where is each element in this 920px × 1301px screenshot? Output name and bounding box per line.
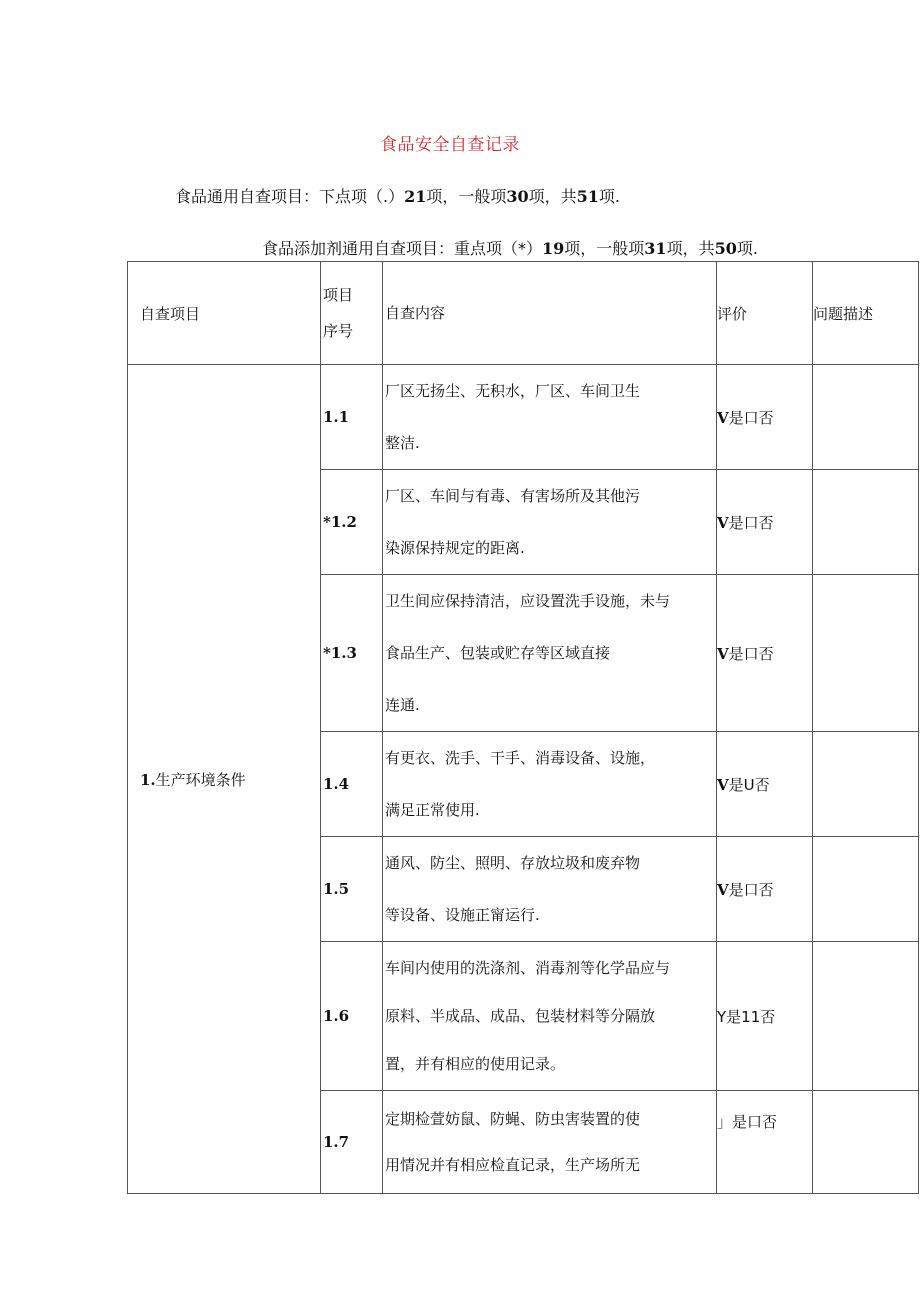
eval-text: 是口否 [728, 408, 774, 427]
row-problem [813, 732, 919, 837]
key-count: 21 [404, 187, 427, 206]
general-count: 30 [506, 187, 529, 206]
summary-suffix: 项. [736, 239, 758, 258]
row-content: 厂区、车间与有毒、有害场所及其他污 染源保持规定的距离. [383, 470, 717, 575]
row-content: 定期检萱妨鼠、防蝇、防虫害装置的使 用情况并有相应检直记录，生产场所无 [383, 1091, 717, 1194]
eval-text: Y是11否 [717, 1007, 776, 1026]
summary-line-additive [262, 236, 758, 259]
row-problem [813, 575, 919, 732]
header-number [321, 262, 383, 365]
row-evaluation [717, 732, 813, 837]
general-count: 31 [644, 239, 667, 258]
row-problem [813, 365, 919, 470]
category-name: 生产环境条件 [155, 770, 246, 789]
row-problem [813, 470, 919, 575]
table-header-row [128, 262, 919, 365]
eval-text: 是口否 [728, 513, 774, 532]
summary-suffix: 项. [598, 187, 621, 206]
row-evaluation [717, 365, 813, 470]
eval-text: 」是口否 [717, 1113, 778, 1131]
row-evaluation [717, 1091, 813, 1194]
summary-prefix: 食品添加剂通用自查项目：重点项（*） [262, 239, 543, 258]
key-count: 19 [542, 239, 565, 258]
total-count: 51 [576, 187, 599, 206]
check-mark: V [717, 513, 729, 532]
summary-prefix: 食品通用自查项目：下点项（.） [175, 187, 405, 206]
summary-mid: 项，一般项 [426, 187, 507, 206]
header-number-line1: 项目 [323, 286, 354, 304]
header-content: 自查内容 [383, 262, 717, 365]
summary-line-food [175, 184, 620, 207]
check-mark: V [717, 880, 729, 899]
eval-text: 是U否 [728, 775, 770, 794]
check-mark: V [717, 644, 729, 663]
eval-text: 是口否 [728, 644, 774, 663]
table-row [128, 365, 919, 470]
check-mark: V [717, 775, 729, 794]
check-mark: V [717, 408, 729, 427]
eval-text: 是口否 [728, 880, 774, 899]
row-number: 1.5 [321, 837, 383, 942]
header-evaluation: 评价 [717, 262, 813, 365]
row-evaluation [717, 575, 813, 732]
summary-mid: 项，一般项 [564, 239, 645, 258]
header-problem: 问题描述 [813, 262, 919, 365]
summary-mid2: 项，共 [528, 187, 577, 206]
row-content: 卫生间应保持清洁，应设置洗手设施，未与 食品生产、包装或贮存等区域直接 连通. [383, 575, 717, 732]
row-number: *1.3 [321, 575, 383, 732]
total-count: 50 [714, 239, 737, 258]
row-number: 1.4 [321, 732, 383, 837]
row-content: 厂区无扬尘、无积水，厂区、车间卫生 整洁. [383, 365, 717, 470]
row-problem [813, 1091, 919, 1194]
row-content: 通风、防尘、照明、存放垃圾和废弃物 等设备、设施正甯运行. [383, 837, 717, 942]
row-evaluation [717, 942, 813, 1091]
header-item: 自查项目 [128, 262, 321, 365]
page-title: 食品安全自查记录 [380, 135, 520, 155]
category-number: 1. [140, 770, 156, 789]
summary-mid2: 项，共 [666, 239, 715, 258]
header-number-line2: 序号 [323, 322, 354, 340]
row-number: 1.6 [321, 942, 383, 1091]
row-content: 车间内使用的洗涤剂、消毒剂等化学品应与 原料、半成品、成品、包装材料等分隔放 置，并有相应的使用记录。 [383, 942, 717, 1091]
category-cell [128, 365, 321, 1194]
row-number: 1.7 [321, 1091, 383, 1194]
row-evaluation [717, 470, 813, 575]
row-problem [813, 942, 919, 1091]
self-check-table [127, 261, 919, 1194]
row-problem [813, 837, 919, 942]
row-number: *1.2 [321, 470, 383, 575]
row-evaluation [717, 837, 813, 942]
row-content: 有更衣、洗手、干手、消毒设备、设施， 满足正常使用. [383, 732, 717, 837]
row-number: 1.1 [321, 365, 383, 470]
